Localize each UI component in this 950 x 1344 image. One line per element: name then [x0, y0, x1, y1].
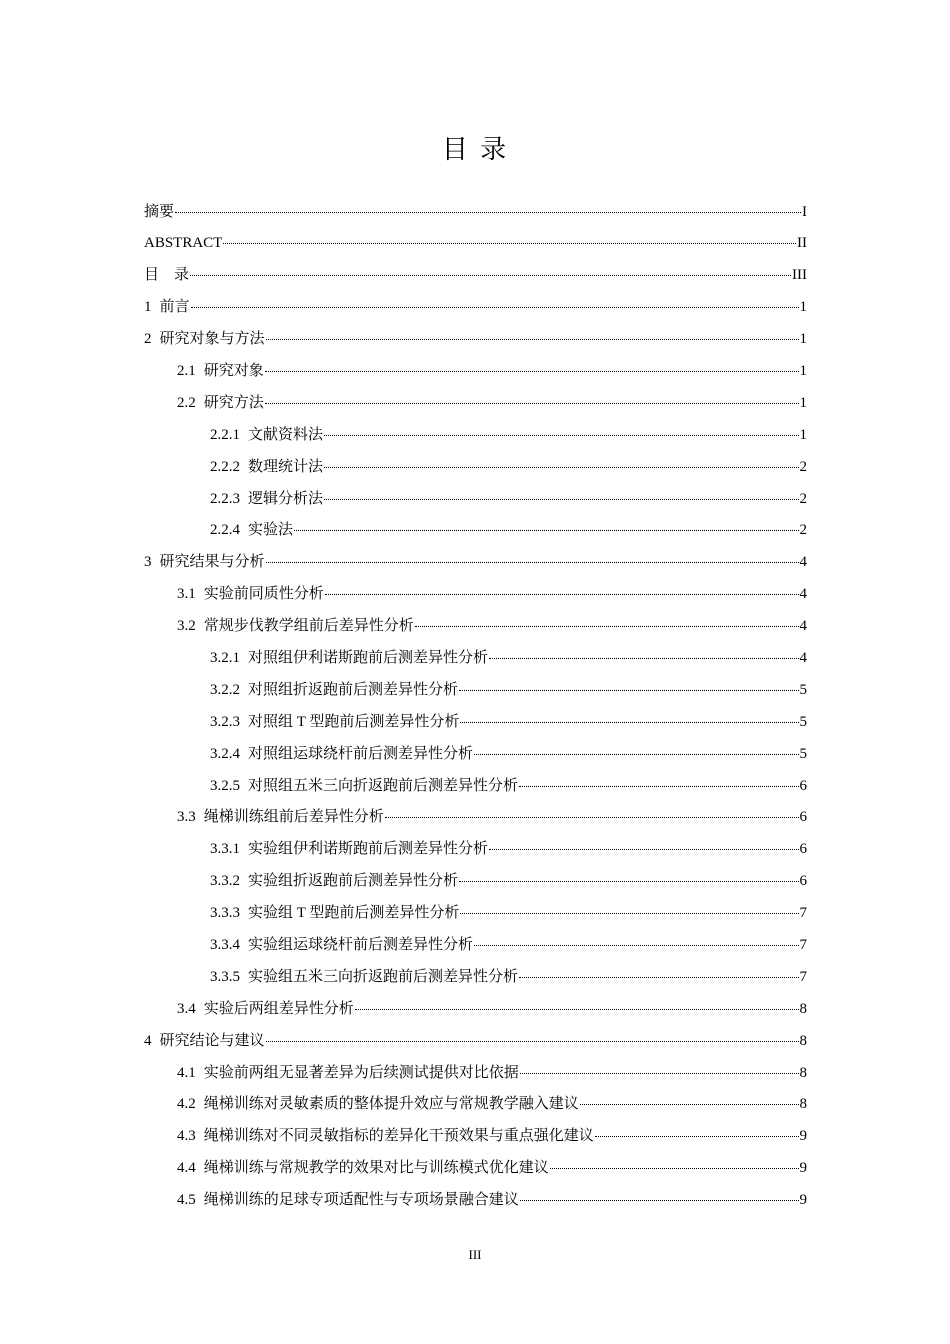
toc-dot-leader — [519, 770, 798, 790]
toc-entry-title: 研究结论与建议 — [159, 1032, 265, 1049]
toc-entry-number: 4.1 — [177, 1064, 196, 1081]
toc-dot-leader — [489, 642, 798, 662]
toc-entry-number: 2.1 — [177, 362, 196, 379]
toc-entry[interactable] — [144, 1121, 807, 1153]
toc-entry-title: 数理统计法 — [248, 458, 324, 475]
toc-entry[interactable] — [144, 898, 807, 930]
toc-entry-page: 1 — [799, 394, 807, 411]
toc-entry-page: 1 — [799, 299, 807, 316]
toc-entry-number: 3.3.2 — [210, 873, 240, 890]
toc-entry-page: 9 — [799, 1160, 807, 1177]
toc-entry-page: 2 — [799, 490, 807, 507]
toc-entry[interactable] — [144, 770, 807, 802]
toc-entry-page: 7 — [799, 968, 807, 985]
toc-entry[interactable] — [144, 515, 807, 547]
toc-entry[interactable] — [144, 260, 807, 292]
toc-entry-title: ABSTRACT — [144, 235, 223, 252]
toc-dot-leader — [520, 1185, 799, 1205]
toc-dot-leader — [266, 547, 799, 567]
toc-entry-page: 2 — [799, 522, 807, 539]
toc-entry-page: 8 — [799, 1096, 807, 1113]
toc-entry-page: 8 — [799, 1032, 807, 1049]
toc-entry-number: 2.2.1 — [210, 426, 240, 443]
toc-entry[interactable] — [144, 228, 807, 260]
toc-dot-leader — [324, 419, 798, 439]
toc-entry-number: 4.3 — [177, 1128, 196, 1145]
toc-dot-leader — [459, 866, 798, 886]
toc-entry-title: 实验组运球绕杆前后测差异性分析 — [248, 936, 474, 953]
toc-entry[interactable] — [144, 324, 807, 356]
toc-entry[interactable] — [144, 802, 807, 834]
toc-entry[interactable] — [144, 706, 807, 738]
toc-dot-leader — [474, 929, 798, 949]
toc-dot-leader — [223, 228, 796, 248]
toc-entry[interactable] — [144, 1089, 807, 1121]
toc-entry-page: 5 — [799, 745, 807, 762]
toc-entry-title: 实验后两组差异性分析 — [203, 1000, 354, 1017]
toc-entry-title: 实验组伊利诺斯跑前后测差异性分析 — [248, 841, 489, 858]
toc-entry-page: 1 — [799, 426, 807, 443]
toc-dot-leader — [265, 355, 799, 375]
toc-dot-leader — [519, 961, 798, 981]
toc-entry-page: 5 — [799, 713, 807, 730]
toc-entry-number: 2.2.4 — [210, 522, 240, 539]
toc-entry-page: 1 — [799, 362, 807, 379]
toc-entry[interactable] — [144, 547, 807, 579]
toc-entry-title: 研究方法 — [203, 394, 264, 411]
toc-entry-page: 4 — [799, 586, 807, 603]
toc-dot-leader — [459, 674, 798, 694]
toc-dot-leader — [460, 706, 798, 726]
toc-entry[interactable] — [144, 196, 807, 228]
toc-entry-title: 绳梯训练对灵敏素质的整体提升效应与常规教学融入建议 — [203, 1096, 579, 1113]
page-title: 目 录 — [441, 135, 509, 165]
toc-entry-page: 6 — [799, 873, 807, 890]
toc-dot-leader — [190, 260, 791, 280]
toc-entry-page: 5 — [799, 681, 807, 698]
toc-dot-leader — [294, 515, 798, 535]
toc-dot-leader — [580, 1089, 799, 1109]
toc-dot-leader — [385, 802, 799, 822]
toc-entry[interactable] — [144, 483, 807, 515]
toc-entry-title: 绳梯训练对不同灵敏指标的差异化干预效果与重点强化建议 — [203, 1128, 594, 1145]
toc-entry-page: 7 — [799, 936, 807, 953]
toc-dot-leader — [324, 451, 798, 471]
toc-dot-leader — [550, 1153, 799, 1173]
toc-entry-number: 3.3.5 — [210, 968, 240, 985]
toc-entry-title: 实验前两组无显著差异为后续测试提供对比依据 — [203, 1064, 519, 1081]
toc-entry-page: 6 — [799, 777, 807, 794]
toc-entry-number: 4 — [144, 1032, 152, 1049]
toc-entry[interactable] — [144, 579, 807, 611]
toc-entry-number: 2.2.2 — [210, 458, 240, 475]
toc-entry-page: 4 — [799, 649, 807, 666]
toc-entry-number: 3.2.4 — [210, 745, 240, 762]
toc-entry-page: I — [802, 203, 807, 220]
toc-entry-number: 3 — [144, 554, 152, 571]
toc-entry-title: 目 录 — [144, 267, 190, 284]
toc-entry-title: 实验组折返跑前后测差异性分析 — [248, 873, 459, 890]
toc-entry-title: 摘要 — [144, 203, 175, 220]
toc-entry-number: 3.3 — [177, 809, 196, 826]
toc-entry-title: 对照组折返跑前后测差异性分析 — [248, 681, 459, 698]
toc-dot-leader — [266, 324, 799, 344]
toc-entry[interactable] — [144, 642, 807, 674]
toc-dot-leader — [324, 483, 798, 503]
toc-dot-leader — [415, 611, 799, 631]
toc-dot-leader — [175, 196, 801, 216]
toc-entry-number: 3.2.3 — [210, 713, 240, 730]
toc-entry-title: 逻辑分析法 — [248, 490, 324, 507]
toc-entry-title: 前言 — [159, 299, 190, 316]
toc-entry-page: 1 — [799, 331, 807, 348]
toc-entry[interactable] — [144, 1153, 807, 1185]
toc-dot-leader — [489, 834, 798, 854]
toc-entry[interactable] — [144, 387, 807, 419]
toc-entry-number: 3.2.5 — [210, 777, 240, 794]
toc-entry-title: 研究结果与分析 — [159, 554, 265, 571]
toc-entry-number: 3.1 — [177, 586, 196, 603]
toc-entry-page: 6 — [799, 809, 807, 826]
toc-entry-title: 研究对象 — [203, 362, 264, 379]
toc-entry-title: 绳梯训练的足球专项适配性与专项场景融合建议 — [203, 1192, 519, 1209]
toc-dot-leader — [460, 898, 798, 918]
toc-entry-title: 对照组伊利诺斯跑前后测差异性分析 — [248, 649, 489, 666]
toc-entry-title: 研究对象与方法 — [159, 331, 265, 348]
toc-entry-title: 实验组 T 型跑前后测差异性分析 — [248, 905, 460, 922]
toc-entry-page: 4 — [799, 618, 807, 635]
toc-entry[interactable] — [144, 738, 807, 770]
toc-entry-title: 绳梯训练组前后差异性分析 — [203, 809, 384, 826]
toc-entry-page: 7 — [799, 905, 807, 922]
toc-entry-number: 3.2 — [177, 618, 196, 635]
toc-entry-number: 1 — [144, 299, 152, 316]
toc-entry-page: 8 — [799, 1064, 807, 1081]
toc-entry[interactable] — [144, 834, 807, 866]
toc-entry[interactable] — [144, 1185, 807, 1217]
toc-entry[interactable] — [144, 929, 807, 961]
toc-entry[interactable] — [144, 1025, 807, 1057]
toc-entry-page: III — [792, 267, 807, 284]
toc-entry-number: 2.2.3 — [210, 490, 240, 507]
toc-entry-page: 2 — [799, 458, 807, 475]
toc-entry-number: 3.4 — [177, 1000, 196, 1017]
toc-entry-number: 2 — [144, 331, 152, 348]
toc-entry-number: 3.3.4 — [210, 936, 240, 953]
toc-entry[interactable] — [144, 993, 807, 1025]
toc-dot-leader — [266, 1025, 799, 1045]
toc-dot-leader — [355, 993, 799, 1013]
toc-entry-title: 实验前同质性分析 — [203, 586, 324, 603]
toc-entry[interactable] — [144, 451, 807, 483]
toc-entry[interactable] — [144, 611, 807, 643]
toc-entry[interactable] — [144, 674, 807, 706]
toc-dot-leader — [595, 1121, 799, 1141]
toc-entry-page: 9 — [799, 1128, 807, 1145]
toc-entry[interactable] — [144, 292, 807, 324]
toc-entry-title: 对照组五米三向折返跑前后测差异性分析 — [248, 777, 519, 794]
toc-entry-number: 4.2 — [177, 1096, 196, 1113]
toc-entry[interactable] — [144, 355, 807, 387]
toc-entry-title: 绳梯训练与常规教学的效果对比与训练模式优化建议 — [203, 1160, 549, 1177]
toc-dot-leader — [474, 738, 798, 758]
page-number: III — [468, 1247, 482, 1262]
toc-dot-leader — [520, 1057, 799, 1077]
toc-entry[interactable] — [144, 866, 807, 898]
toc-entry[interactable] — [144, 1057, 807, 1089]
toc-entry-page: 9 — [799, 1192, 807, 1209]
toc-entry-number: 2.2 — [177, 394, 196, 411]
toc-entry-page: II — [797, 235, 807, 252]
toc-entry-title: 对照组 T 型跑前后测差异性分析 — [248, 713, 460, 730]
toc-entry-title: 实验组五米三向折返跑前后测差异性分析 — [248, 968, 519, 985]
toc-dot-leader — [265, 387, 799, 407]
toc-entry-page: 4 — [799, 554, 807, 571]
table-of-contents — [144, 196, 807, 1217]
toc-entry-number: 3.2.1 — [210, 649, 240, 666]
toc-entry[interactable] — [144, 961, 807, 993]
toc-entry[interactable] — [144, 419, 807, 451]
toc-entry-page: 6 — [799, 841, 807, 858]
toc-entry-title: 对照组运球绕杆前后测差异性分析 — [248, 745, 474, 762]
toc-entry-number: 4.5 — [177, 1192, 196, 1209]
toc-entry-number: 3.3.3 — [210, 905, 240, 922]
toc-entry-number: 3.2.2 — [210, 681, 240, 698]
toc-entry-number: 3.3.1 — [210, 841, 240, 858]
toc-entry-title: 实验法 — [248, 522, 294, 539]
toc-dot-leader — [325, 579, 799, 599]
toc-dot-leader — [191, 292, 799, 312]
toc-entry-number: 4.4 — [177, 1160, 196, 1177]
toc-entry-title: 常规步伐教学组前后差异性分析 — [203, 618, 414, 635]
toc-entry-title: 文献资料法 — [248, 426, 324, 443]
toc-entry-page: 8 — [799, 1000, 807, 1017]
